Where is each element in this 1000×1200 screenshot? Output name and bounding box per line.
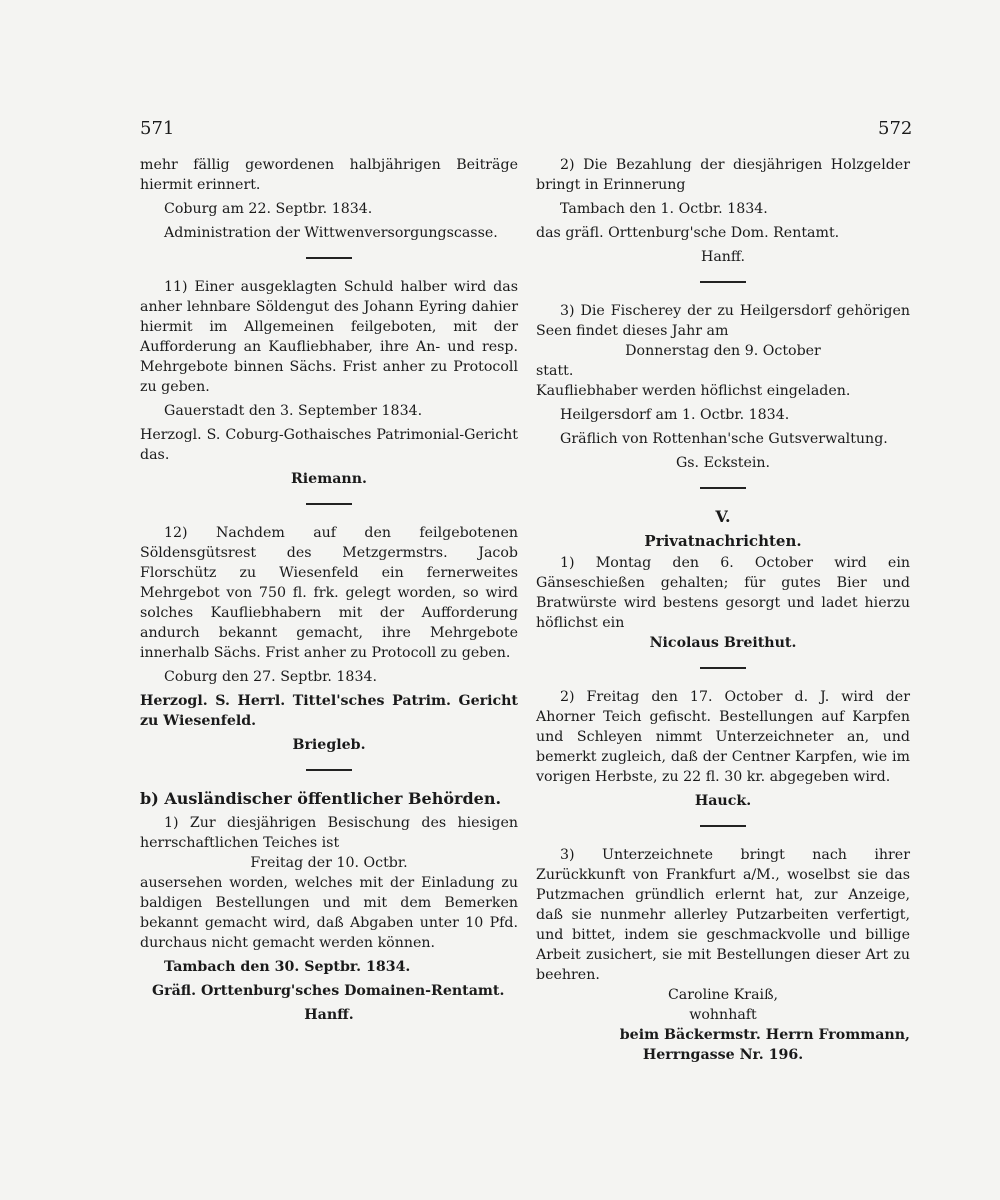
p2-name: Hauck.: [694, 793, 752, 809]
r3-text-b: statt.: [536, 363, 574, 379]
b1-office: Gräfl. Orttenburg'sches Domainen-Rentamt.: [152, 983, 505, 999]
notice-12-name: Briegleb.: [292, 737, 366, 753]
section-heading-privatnachrichten: Privatnachrichten.: [644, 532, 802, 550]
separator-rule: [306, 257, 352, 259]
p3-address-1: wohnhaft: [689, 1007, 757, 1023]
notice-12-court: Herzogl. S. Herrl. Tittel'sches Patrim. Gericht zu Wiesenfeld.: [140, 693, 518, 729]
b1-date: Tambach den 30. Septbr. 1834.: [164, 959, 411, 975]
r2-office: das gräfl. Orttenburg'sche Dom. Rentamt.: [536, 225, 840, 241]
page-number-right: 572: [878, 118, 913, 139]
r3-date: Heilgersdorf am 1. Octbr. 1834.: [560, 407, 790, 423]
continuation-text: mehr fällig gewordenen halbjährigen Beiträge hiermit erinnert.: [140, 157, 518, 193]
p1-text: 1) Montag den 6. October wird ein Gänseschießen gehalten; für gutes Bier und Bratwürste wird bestens gesorgt und ladet hierzu höflichst ein: [536, 555, 910, 631]
continuation-date: Coburg am 22. Septbr. 1834.: [164, 201, 373, 217]
separator-rule: [306, 503, 352, 505]
p3-name: Caroline Kraiß,: [667, 987, 779, 1003]
p3-text: 3) Unterzeichnete bringt nach ihrer Zurückkunft von Frankfurt a/M., woselbst sie das Putzmachen gründlich erlernt hat, zur Anzeige, daß sie nunmehr allerley Putzarbeiten verfertigt, und bittet, indem sie geschmackvolle und billige Arbeit zusichert, sie mit Bestellungen dieser Art zu beehren.: [536, 847, 910, 983]
left-column: [140, 155, 518, 1025]
p3-address-3: Herrngasse Nr. 196.: [642, 1047, 804, 1063]
separator-rule: [700, 825, 746, 827]
notice-11-text: 11) Einer ausgeklagten Schuld halber wird das anher lehnbare Söldengut des Johann Eyring dahier hiermit im Allgemeinen feilgeboten, mit der Aufforderung an Kaufliebhaber, ihre An- und resp. Mehrgebote binnen Sächs. Frist anher zu Protocoll zu geben.: [140, 279, 518, 395]
r3-office: Gräflich von Rottenhan'sche Gutsverwaltung.: [560, 431, 888, 447]
p1-name: Nicolaus Breithut.: [649, 635, 797, 651]
r2-date: Tambach den 1. Octbr. 1834.: [560, 201, 768, 217]
p3-address-2: beim Bäckermstr. Herrn Frommann,: [619, 1027, 910, 1043]
separator-rule: [306, 769, 352, 771]
notice-11-date: Gauerstadt den 3. September 1834.: [164, 403, 423, 419]
section-heading-v: V.: [715, 507, 731, 526]
b1-text-b: ausersehen worden, welches mit der Einladung zu baldigen Bestellungen und mit dem Bemerken bekannt gemacht wird, daß Abgaben unter 10 Pfd. durchaus nicht gemacht werden können.: [140, 875, 518, 951]
notice-11-name: Riemann.: [291, 471, 367, 487]
r2-name: Hanff.: [700, 249, 746, 265]
notice-11-court: Herzogl. S. Coburg-Gothaisches Patrimonial-Gericht das.: [140, 427, 518, 463]
r2-text: 2) Die Bezahlung der diesjährigen Holzgelder bringt in Erinnerung: [536, 157, 910, 193]
notice-12-date: Coburg den 27. Septbr. 1834.: [164, 669, 378, 685]
p2-text: 2) Freitag den 17. October d. J. wird der Ahorner Teich gefischt. Bestellungen auf Karpfen und Schleyen nimmt Unterzeichneter an, und bemerkt zugleich, daß der Centner Karpfen, wie im vorigen Herbste, zu 22 fl. 30 kr. abgegeben wird.: [536, 689, 910, 785]
b1-text-a: 1) Zur diesjährigen Besischung des hiesigen herrschaftlichen Teiches ist: [140, 815, 518, 851]
separator-rule: [700, 667, 746, 669]
b1-date-line: Freitag der 10. Octbr.: [250, 855, 408, 871]
continuation-signer: Administration der Wittwenversorgungscasse.: [164, 225, 498, 241]
page-number-left: 571: [140, 118, 175, 139]
separator-rule: [700, 487, 746, 489]
right-column: [536, 155, 910, 1065]
r3-text-a: 3) Die Fischerey der zu Heilgersdorf gehörigen Seen findet dieses Jahr am: [536, 303, 910, 339]
r3-invite: Kaufliebhaber werden höflichst eingeladen.: [536, 383, 851, 399]
r3-name: Gs. Eckstein.: [675, 455, 771, 471]
separator-rule: [700, 281, 746, 283]
b1-name: Hanff.: [304, 1007, 354, 1023]
notice-12-text: 12) Nachdem auf den feilgebotenen Söldensgütsrest des Metzgermstrs. Jacob Florschütz zu Wiesenfeld ein fernerweites Mehrgebot von 750 fl. frk. gelegt worden, so wird solches Kaufliebhabern mit der Aufforderung andurch bekannt gemacht, ihre Mehrgebote innerhalb Sächs. Frist anher zu Protocoll zu geben.: [140, 525, 518, 661]
section-heading-b: b) Ausländischer öffentlicher Behörden.: [140, 789, 502, 808]
r3-day: Donnerstag den 9. October: [625, 343, 821, 359]
